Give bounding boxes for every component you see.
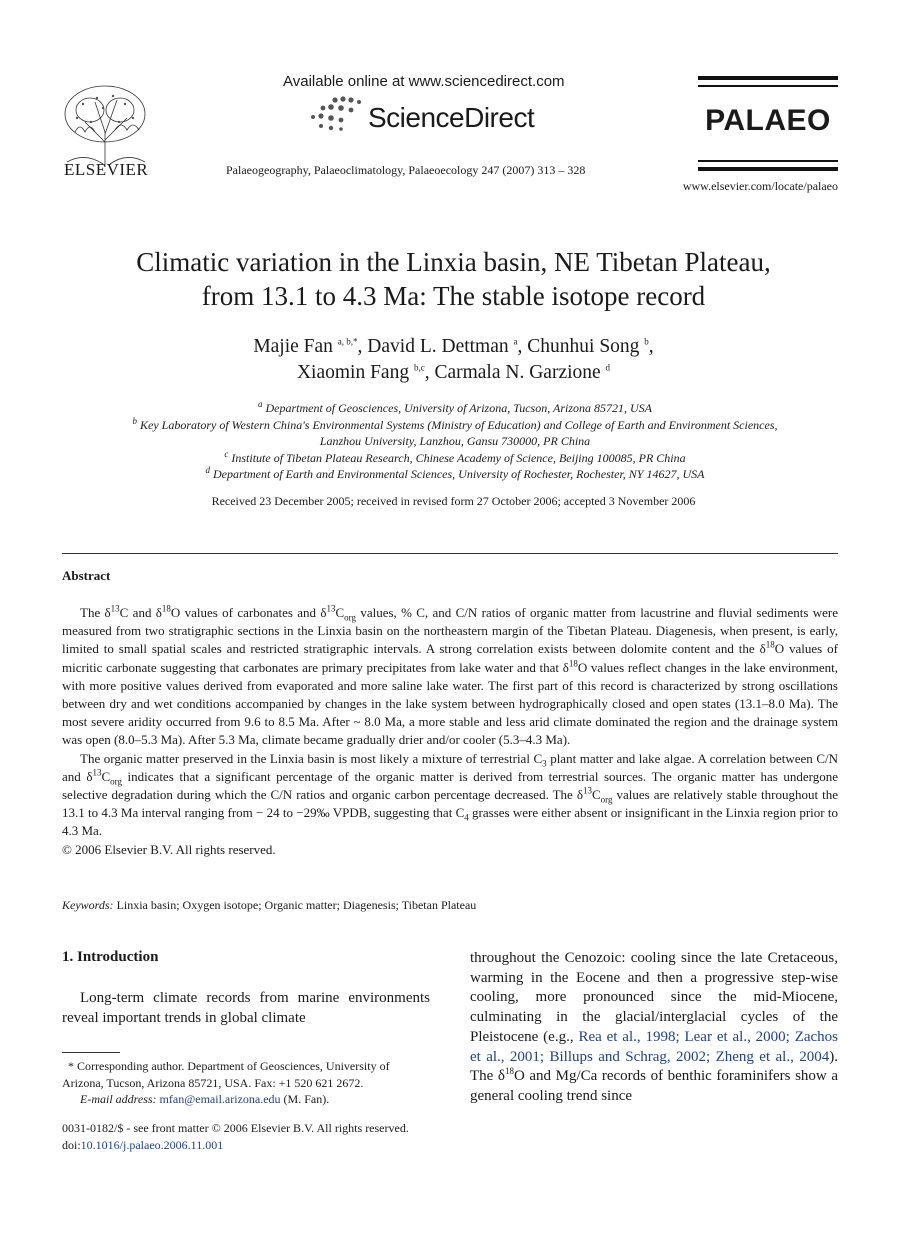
footnote-rule xyxy=(62,1052,120,1053)
email-link[interactable]: mfan@email.arizona.edu xyxy=(159,1092,281,1106)
intro-col2-text-after: ). The δ xyxy=(470,1048,838,1085)
corresponding-author-mark[interactable]: * xyxy=(353,336,358,347)
affiliation-text: Department of Geosciences, University of Arizona, Tucson, Arizona 85721, USA xyxy=(265,401,653,415)
footnote-text: Corresponding author. Department of Geosciences, University of Arizona, Tucson, Arizona 85721, USA. Fax: +1 520 621 2672. xyxy=(62,1059,390,1090)
divider xyxy=(62,553,838,554)
author-name[interactable]: Majie Fan xyxy=(253,336,333,357)
abstract-copyright: © 2006 Elsevier B.V. All rights reserved. xyxy=(62,841,276,857)
author-affiliation-mark: b xyxy=(644,336,649,347)
keywords-label: Keywords: xyxy=(62,898,114,912)
affiliation-mark: b xyxy=(132,415,137,426)
available-online[interactable]: Available online at www.sciencedirect.com xyxy=(283,73,565,90)
journal-logo: PALAEO xyxy=(705,104,831,137)
affiliation-text: Key Laboratory of Western China's Environmental Systems (Ministry of Education) and College of Earth and Environment Sciences, xyxy=(140,417,778,432)
sciencedirect-wordmark: ScienceDirect xyxy=(368,102,535,133)
publisher-name: ELSEVIER xyxy=(64,160,149,179)
abstract-body xyxy=(62,604,838,859)
keywords xyxy=(62,898,476,913)
sciencedirect-dots-icon xyxy=(305,95,365,135)
author-affiliation-mark: b,c xyxy=(413,362,425,373)
author-name[interactable]: Carmala N. Garzione xyxy=(434,362,601,383)
affiliation-text: Department of Earth and Environmental Sciences, University of Rochester, Rochester, NY 14627, USA xyxy=(213,467,705,481)
abstract-heading: Abstract xyxy=(62,568,111,583)
affiliation-mark: c xyxy=(224,448,229,459)
received-dates: Received 23 December 2005; received in revised form 27 October 2006; accepted 3 November 2006 xyxy=(211,494,696,508)
intro-paragraph: Long-term climate records from marine environments reveal important trends in global climate xyxy=(62,990,430,1026)
intro-col2-text: throughout the Cenozoic: cooling since the late Cretaceous, warming in the Eocene and then a progressive step-wise cooling, more pronounced since the mid-Miocene, culminating in the glacial/interglacial cycles of the Pleistocene (e.g., xyxy=(470,950,838,1045)
affiliations xyxy=(60,400,850,483)
author-affiliation-mark: d xyxy=(605,362,611,373)
author-name[interactable]: Chunhui Song xyxy=(527,336,640,357)
citation-links[interactable]: Rea et al., 1998; Lear et al., 2000; Zachos et al., 2001; Billups and Schrag, 2002; Zheng et al., 2004 xyxy=(470,1028,839,1065)
journal-logo-rule-bottom2 xyxy=(698,167,838,171)
affiliation-mark: d xyxy=(205,465,210,475)
doi-label: doi: xyxy=(62,1138,81,1152)
front-matter xyxy=(62,1120,409,1154)
affiliation-mark: a xyxy=(257,399,263,409)
intro-continued: throughout the Cenozoic: cooling since the late Cretaceous, warming in the Eocene and then a progressive step-wise cooling, more pronounced since the mid-Miocene, culminating in the glacial/interglacial cycles of the Pleistocene (e.g., Rea et al., 1998; Lear et al., 2000; Zachos et al., 2001; Billups and Schrag, 2002; Zheng et al., 2004). The $\delta^{18}O$ and Mg/Ca records of benthic foraminifers show a general cooling trend since xyxy=(470,950,839,1104)
issn-line: 0031-0182/$ - see front matter © 2006 Elsevier B.V. All rights reserved. xyxy=(62,1121,409,1135)
journal-logo-rule-bottom xyxy=(698,160,838,162)
author-affiliation-mark: a, b, xyxy=(337,336,354,347)
title-line-2: from 13.1 to 4.3 Ma: The stable isotope record xyxy=(201,281,706,311)
title-line-1: Climatic variation in the Linxia basin, NE Tibetan Plateau, xyxy=(136,247,771,277)
journal-logo-rule-top2 xyxy=(698,85,838,87)
author-name[interactable]: Xiaomin Fang xyxy=(296,362,410,383)
email-after: (M. Fan). xyxy=(283,1092,330,1106)
journal-reference: Palaeogeography, Palaeoclimatology, Palaeoecology 247 (2007) 313 – 328 xyxy=(226,163,586,177)
article-title xyxy=(0,245,907,313)
journal-logo-rule-top xyxy=(698,76,838,80)
author-affiliation-mark: a xyxy=(513,336,518,347)
footnote-star: * xyxy=(68,1059,74,1073)
intro-col2-text-end: O and Mg/Ca records of benthic foraminifers show a general cooling trend since xyxy=(470,1068,838,1104)
keywords-text: Linxia basin; Oxygen isotope; Organic matter; Diagenesis; Tibetan Plateau xyxy=(116,898,477,912)
email-label: E-mail address: xyxy=(80,1092,157,1106)
affiliation-text: Lanzhou University, Lanzhou, Gansu 730000, PR China xyxy=(319,434,591,448)
section-heading: 1. Introduction xyxy=(62,949,159,965)
journal-url[interactable]: www.elsevier.com/locate/palaeo xyxy=(682,179,838,193)
doi-link[interactable]: 10.1016/j.palaeo.2006.11.001 xyxy=(80,1138,224,1152)
abstract-paragraph-2: The organic matter preserved in the Linxia basin is most likely a mixture of terrestrial $C_3$ plant matter and lake algae. A correlation between C/N and $\delta^{13}C_{org}$ indicates that a significant percentage of the organic matter is derived from terrestrial sources. The organic matter has undergone selective degradation during which the C/N ratios and organic carbon percentage decreased. The $\delta^{13}C_{org}$ values are relatively stable throughout the 13.1 to 4.3 Ma interval ranging from − 24 to −29‰ VPDB, suggesting that $C_4$ grasses were either absent or insignificant in the Linxia region prior to 4.3 Ma. xyxy=(62,750,838,839)
author-name[interactable]: David L. Dettman xyxy=(367,336,509,357)
corresponding-author-footnote xyxy=(62,1058,432,1108)
author-list: Majie Fan $^{a, b,*}$, David L. Dettman $^a$, Chunhui Song $^b$, Xiaomin Fang $^{b,c}$, Carmala N. Garzione $^d$ xyxy=(253,336,654,383)
abstract-paragraph-1: The $\delta^{13}C$ and $\delta^{18}O$ values of carbonates and $\delta^{13}C_{org}$ values, % C, and C/N ratios of organic matter from lacustrine and fluvial sediments were measured from two stratigraphic sections in the Linxia basin on the northeastern margin of the Tibetan Plateau. Diagenesis, when present, is early, limited to small spatial scales and restricted stratigraphic intervals. A strong correlation exists between dolomite content and the $\delta^{18}O$ values of micritic carbonate suggesting that carbonates are primary precipitates from lake water and that $\delta^{18}O$ values reflect changes in the lake environment, with more positive values derived from evaporated and more saline lake water. The first part of this record is characterized by strong oscillations between dry and wet conditions accompanied by changes in the lake system between hydrographically closed and open states (13.1–8.0 Ma). The most severe aridity occurred from 9.6 to 8.5 Ma. After ~ 8.0 Ma, a more stable and less arid climate dominated the region and the drainage system was open (8.0–5.3 Ma). After 5.3 Ma, climate became gradually drier and/or cooler (5.3–4.3 Ma). xyxy=(62,603,838,748)
affiliation-text: Institute of Tibetan Plateau Research, Chinese Academy of Science, Beijing 100085, PR China xyxy=(231,450,686,465)
